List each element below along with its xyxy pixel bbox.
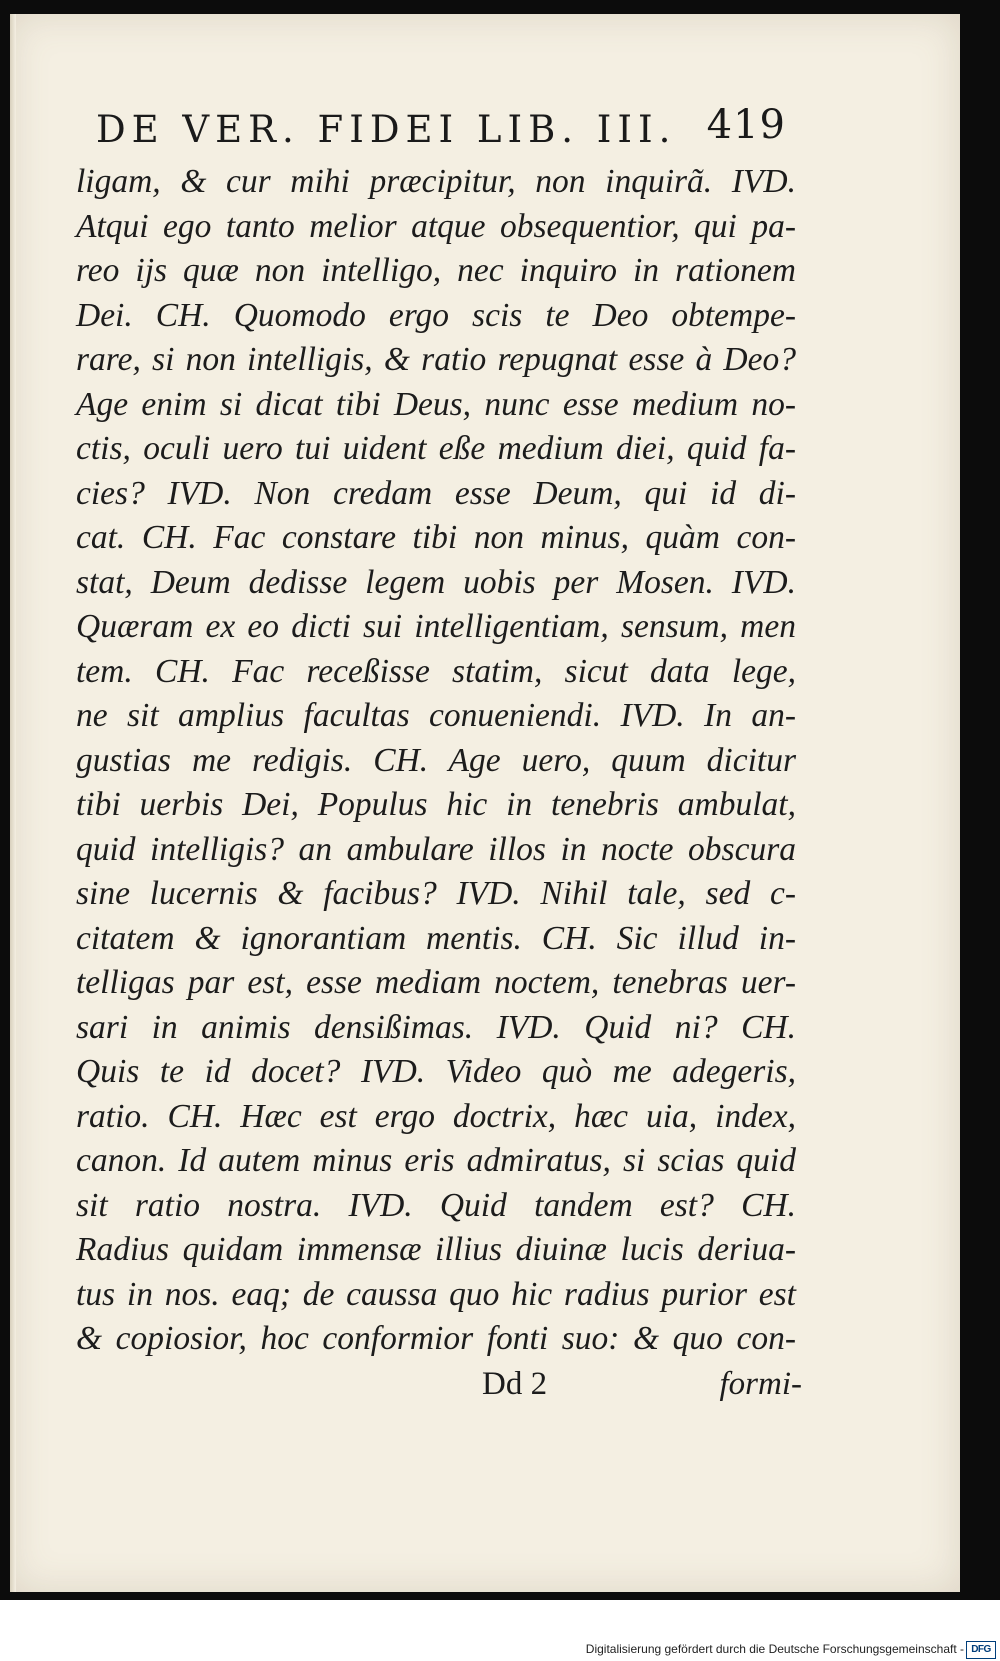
text-line: gustias me redigis. CH. Age uero, quum dicitur [76,741,796,779]
page-number: 419 [706,102,786,148]
catchline [482,1366,802,1412]
text-line: Atqui ego tanto melior atque obsequentior, qui pa- [76,207,796,245]
text-line: Radius quidam immensæ illius diuinæ lucis deriua- [76,1231,796,1268]
catchword: formi- [719,1366,802,1402]
text-line: tem. CH. Fac receßisse statim, sicut data lege, [76,652,796,690]
text-line: cat. CH. Fac constare tibi non minus, quàm con- [76,519,796,556]
text-line: ratio. CH. Hæc est ergo doctrix, hæc uia, index, [76,1097,796,1135]
text-line: Age enim si dicat tibi Deus, nunc esse medium no- [76,385,796,423]
text-line: sine lucernis & facibus? IVD. Nihil tale, sed c- [76,875,796,912]
text-line: rare, si non intelligis, & ratio repugnat esse à Deo? [76,341,796,378]
text-line: quid intelligis? an ambulare illos in nocte obscura [76,830,796,868]
text-line: ne sit amplius facultas conueniendi. IVD. In an- [76,697,796,734]
text-line: Dei. CH. Quomodo ergo scis te Deo obtempe- [76,296,796,334]
body-text [76,160,796,1362]
text-line: stat, Deum dedisse legem uobis per Mosen. IVD. [76,563,796,601]
digitization-footer [0,1640,1000,1661]
text-line: tus in nos. eaq; de caussa quo hic radius purior est [76,1275,796,1313]
text-line: sit ratio nostra. IVD. Quid tandem est? CH. [76,1186,796,1224]
text-line: cies? IVD. Non credam esse Deum, qui id di- [76,474,796,512]
text-line: Quæram ex eo dicti sui intelligentiam, sensum, men [76,608,796,645]
dfg-logo-icon: DFG [966,1641,996,1659]
text-line: canon. Id autem minus eris admiratus, si scias quid [76,1142,796,1179]
running-head: DE VER. FIDEI LIB. III. [96,108,677,151]
funding-credit: Digitalisierung gefördert durch die Deutsche Forschungsgemeinschaft - [585,1642,964,1656]
text-line: ctis, oculi uero tui uident eße medium diei, quid fa- [76,430,796,467]
text-line: Quis te id docet? IVD. Video quò me adegeris, [76,1053,796,1090]
text-line: citatem & ignorantiam mentis. CH. Sic illud in- [76,919,796,957]
text-line: sari in animis densißimas. IVD. Quid ni? CH. [76,1008,796,1046]
page-gutter-edge [10,14,16,1592]
text-line: ligam, & cur mihi præcipitur, non inquirã. IVD. [76,163,796,200]
signature-mark: Dd 2 [482,1366,548,1402]
page-header [96,102,786,158]
book-page [10,14,960,1592]
text-line: & copiosior, hoc conformior fonti suo: & quo con- [76,1320,796,1357]
text-line: tibi uerbis Dei, Populus hic in tenebris ambulat, [76,786,796,823]
text-line: telligas par est, esse mediam noctem, tenebras uer- [76,964,796,1001]
text-line: reo ijs quæ non intelligo, nec inquiro in rationem [76,252,796,289]
